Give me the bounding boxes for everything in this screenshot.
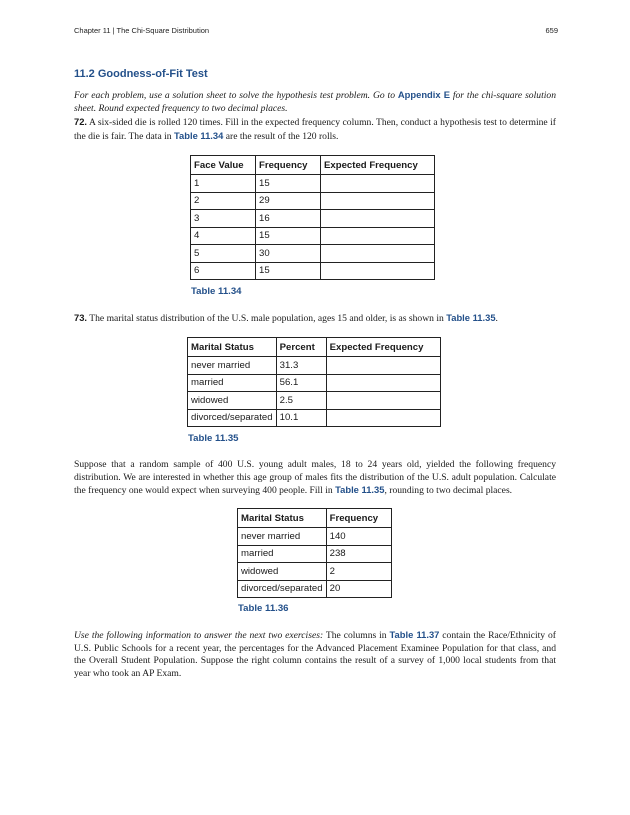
running-header-chapter: Chapter 11 | The Chi-Square Distribution [74, 26, 210, 35]
instructions-paragraph [74, 89, 556, 115]
table-row [238, 580, 392, 598]
next-exercises-info [74, 629, 556, 680]
table-cell [321, 210, 435, 228]
table-11-36 [237, 508, 392, 598]
table-header-cell: Percent [276, 338, 326, 357]
table-cell: 140 [326, 528, 391, 546]
table-header-row [238, 509, 392, 528]
table-header-cell: Marital Status [238, 509, 327, 528]
table-11-36-caption: Table 11.36 [238, 603, 289, 614]
table-cell [321, 192, 435, 210]
problem-73 [74, 312, 556, 326]
table-cell: 5 [191, 245, 256, 263]
table-cell [326, 374, 440, 392]
next-info-text-after: contain the Race/Ethnicity of U.S. Public Schools for a recent year, the percentages for the Advanced Placement Examinee Population for that class, and the Overall Student Population. Suppose the right column contains the result of a survey of 1,000 local students from that year who took an AP Exam. [74, 630, 556, 679]
table-row [188, 409, 441, 427]
table-row [191, 175, 435, 193]
problem-72-text-before: A six-sided die is rolled 120 times. Fill in the expected frequency column. Then, conduct a hypothesis test to determine if the die is fair. The data in [74, 117, 556, 142]
table-cell: 2 [191, 192, 256, 210]
table-cell: 15 [256, 262, 321, 280]
table-cell: 6 [191, 262, 256, 280]
table-cell: 20 [326, 580, 391, 598]
table-cell: 238 [326, 545, 391, 563]
table-cell: 2.5 [276, 392, 326, 410]
table-cell: 31.3 [276, 357, 326, 375]
table-cell: married [238, 545, 327, 563]
instructions-text-after: for the chi-square solution sheet. Round expected frequency to two decimal places. [74, 90, 556, 114]
table-header-row [191, 156, 435, 175]
table-cell [321, 227, 435, 245]
table-cell: 15 [256, 227, 321, 245]
table-cell: married [188, 374, 277, 392]
table-cell: 30 [256, 245, 321, 263]
table-11-35-link[interactable]: Table 11.35 [446, 312, 496, 323]
table-cell [326, 357, 440, 375]
appendix-e-link[interactable]: Appendix E [397, 89, 450, 100]
problem-73-text-before: The marital status distribution of the U.S. male population, ages 15 and older, is as shown in [87, 313, 447, 324]
table-cell [321, 262, 435, 280]
table-cell: 1 [191, 175, 256, 193]
table-header-cell: Frequency [256, 156, 321, 175]
table-cell: divorced/separated [188, 409, 277, 427]
sample-paragraph [74, 459, 556, 498]
table-row [188, 357, 441, 375]
table-header-cell: Expected Frequency [326, 338, 440, 357]
sample-text-after: , rounding to two decimal places. [384, 485, 513, 496]
problem-72 [74, 116, 556, 143]
table-11-37-link[interactable]: Table 11.37 [389, 629, 440, 640]
table-row [191, 227, 435, 245]
table-cell: 16 [256, 210, 321, 228]
problem-72-text-after: are the result of the 120 rolls. [223, 130, 339, 142]
table-row [188, 374, 441, 392]
table-row [188, 392, 441, 410]
table-cell: widowed [188, 392, 277, 410]
problem-72-number: 72. [74, 116, 88, 127]
table-cell: divorced/separated [238, 580, 327, 598]
table-row [238, 563, 392, 581]
table-cell: 2 [326, 563, 391, 581]
table-cell [321, 175, 435, 193]
table-11-34 [190, 155, 435, 280]
next-info-text-before: The columns in [323, 630, 390, 641]
table-11-35-link[interactable]: Table 11.35 [335, 484, 385, 495]
table-cell: never married [238, 528, 327, 546]
table-header-cell: Frequency [326, 509, 391, 528]
table-11-35 [187, 337, 441, 427]
table-cell: 4 [191, 227, 256, 245]
table-row [191, 210, 435, 228]
problem-73-text-after: . [495, 313, 498, 324]
next-info-lead: Use the following information to answer the next two exercises: [74, 630, 324, 641]
table-header-cell: Marital Status [188, 338, 277, 357]
table-11-34-link[interactable]: Table 11.34 [174, 129, 224, 141]
problem-73-number: 73. [74, 312, 88, 323]
instructions-text-before: For each problem, use a solution sheet to solve the hypothesis test problem. Go to [74, 90, 398, 101]
table-11-34-caption: Table 11.34 [191, 286, 242, 297]
table-row [238, 545, 392, 563]
table-cell: 56.1 [276, 374, 326, 392]
table-row [191, 192, 435, 210]
table-header-cell: Expected Frequency [321, 156, 435, 175]
table-row [238, 528, 392, 546]
page-number: 659 [545, 26, 558, 35]
sample-text-before: Suppose that a random sample of 400 U.S. young adult males, 18 to 24 years old, yielded the following frequency distribution. We are interested in whether this age group of males fits the distribution of the U.S. adult population. Calculate the frequency one would expect when surveying 400 people. Fill in [74, 459, 556, 496]
table-cell [321, 245, 435, 263]
table-header-row [188, 338, 441, 357]
table-cell: 10.1 [276, 409, 326, 427]
table-header-cell: Face Value [191, 156, 256, 175]
table-cell [326, 392, 440, 410]
table-cell: 3 [191, 210, 256, 228]
table-11-35-caption: Table 11.35 [188, 433, 239, 444]
table-cell: never married [188, 357, 277, 375]
section-title: 11.2 Goodness-of-Fit Test [74, 68, 208, 80]
table-row [191, 245, 435, 263]
table-row [191, 262, 435, 280]
table-cell: 15 [256, 175, 321, 193]
table-cell: widowed [238, 563, 327, 581]
table-cell: 29 [256, 192, 321, 210]
table-cell [326, 409, 440, 427]
